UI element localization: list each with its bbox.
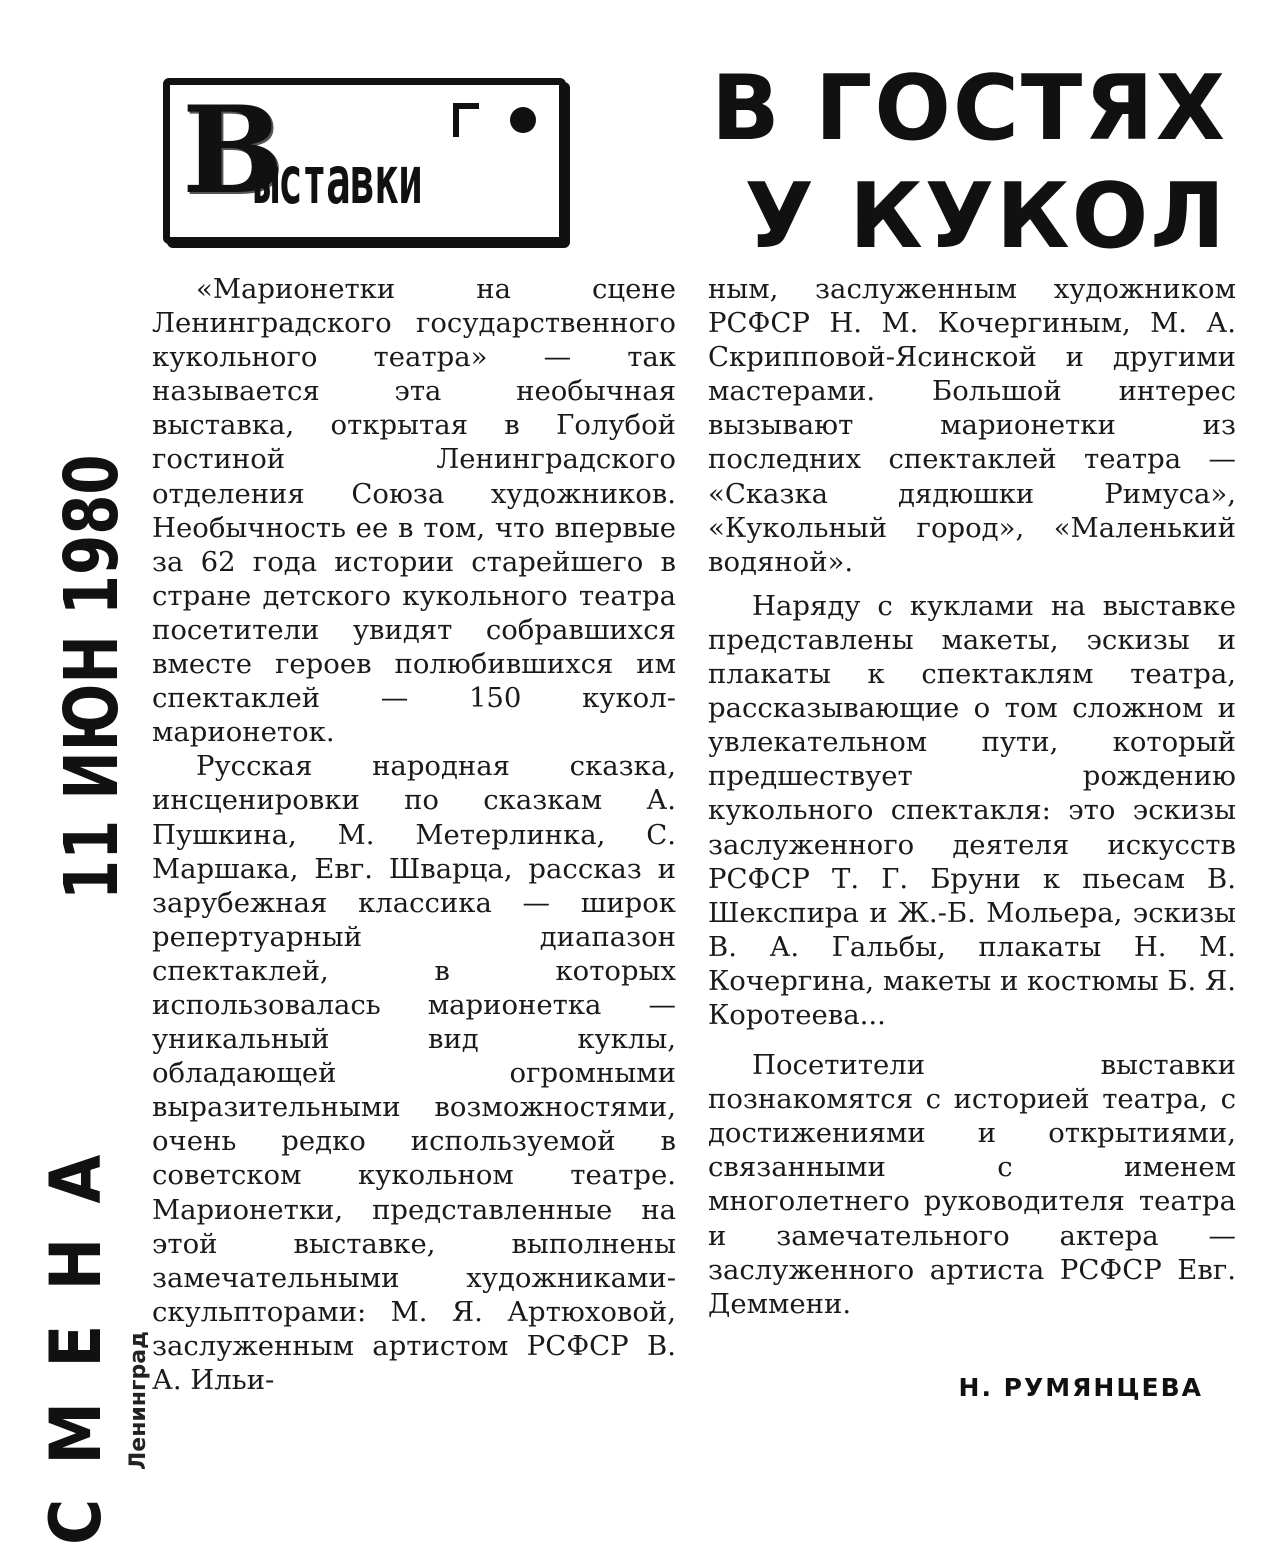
rubric-box <box>163 78 566 244</box>
newspaper-stamp: СМЕНА <box>35 1120 117 1545</box>
paragraph: Русская народная сказка, инсценировки по сказкам А. Пушкина, М. Метерлинка, С. Маршака, Евг. Шварца, рассказ и зарубежная классика — широк репертуарный диапазон спектаклей, в которых использовалась марионетка — уникальный вид куклы, обладающей огромными выразительными возможностями, очень редко используемой в советском кукольном театре. Марионетки, представленные на этой выставке, выполнены замечательными художниками-скульпторами: М. Я. Артюховой, заслуженным артистом РСФСР В. А. Ильи- <box>152 750 676 1396</box>
headline-line-2: У КУКОЛ <box>744 164 1227 269</box>
article-headline <box>711 55 1227 271</box>
paragraph: Наряду с куклами на выставке представлены макеты, эскизы и плакаты к спектаклям театра, рассказывающие о том сложном и увлекательном пути, который предшествует рождению кукольного спектакля: это эскизы заслуженного деятеля искусств РСФСР Т. Г. Бруни к пьесам В. Шекспира и Ж.-Б. Мольера, эскизы В. А. Гальбы, плакаты Н. М. Кочергина, макеты и костюмы Б. Я. Коротеева... <box>708 589 1236 1031</box>
paragraph: Посетители выставки познакомятся с историей театра, с достижениями и открытиями, связанными с именем многолетнего руководителя театра и замечательного актера — заслуженного артиста РСФСР Евг. Деммени. <box>708 1049 1236 1320</box>
article-column-left <box>152 272 676 1397</box>
rubric-initial: В <box>182 80 284 221</box>
article-author: Н. РУМЯНЦЕВА <box>958 1373 1203 1402</box>
date-stamp: 11 ИЮН 1980 <box>49 454 135 900</box>
headline-line-1: В ГОСТЯХ <box>711 56 1227 161</box>
newspaper-stamp-city: Ленинград <box>126 1331 151 1470</box>
rubric-ornament <box>453 103 479 137</box>
paragraph: ным, заслуженным художником РСФСР Н. М. Кочергиным, М. А. Скрипповой-Ясинской и другими мастерами. Большой интерес вызывают марионетки из последних спектаклей театра — «Сказка дядюшки Римуса», «Кукольный город», «Маленький водяной». <box>708 273 1236 578</box>
rubric-dot <box>510 107 536 133</box>
article-column-right <box>708 272 1236 1321</box>
rubric-label: ыставки <box>254 142 423 219</box>
paragraph: «Марионетки на сцене Ленинградского государственного кукольного театра» — так называется эта необычная выставка, открытая в Голубой гостиной Ленинградского отделения Союза художников. Необычность ее в том, что впервые за 62 года истории старейшего в стране детского кукольного театра посетители увидят собравшихся вместе героев полюбившихся им спектаклей — 150 кукол-марионеток. <box>152 273 676 749</box>
